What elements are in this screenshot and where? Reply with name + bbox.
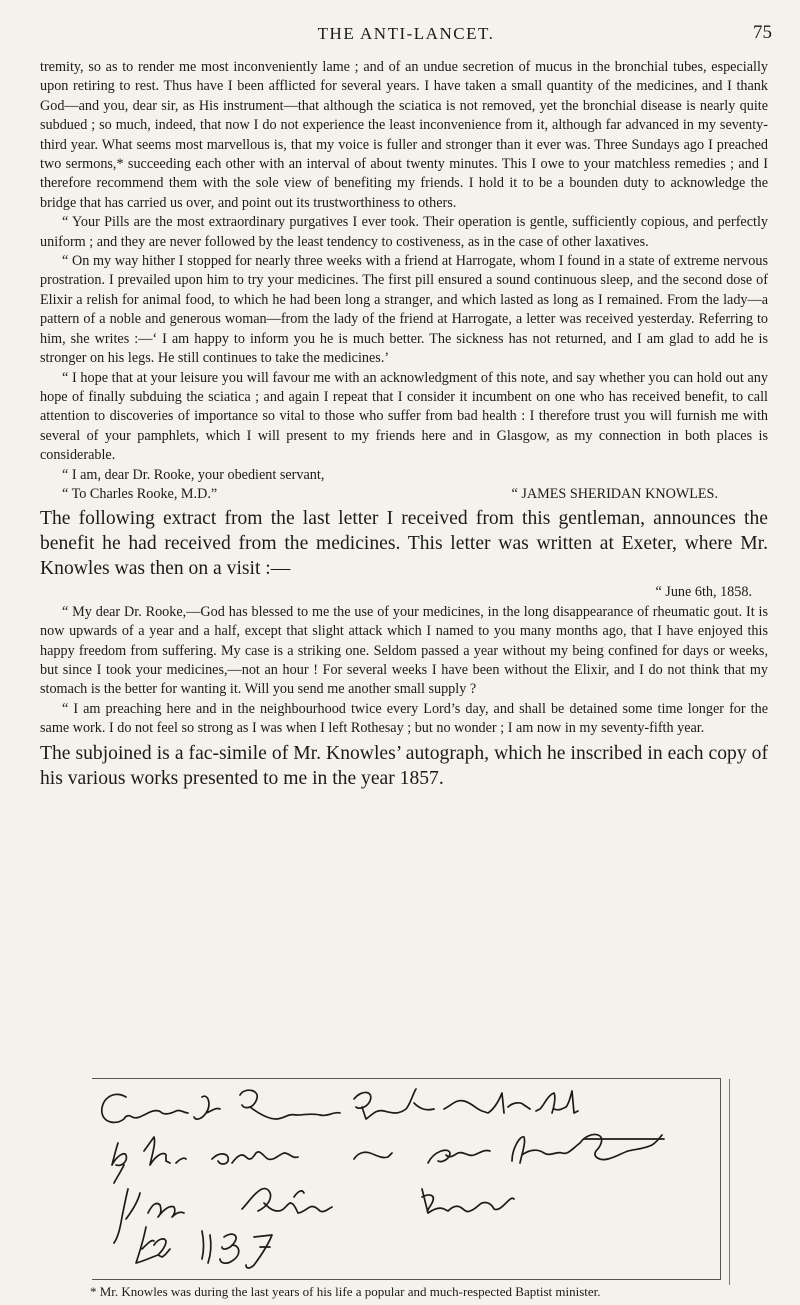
page-number: 75 — [753, 22, 772, 43]
signature-author: “ JAMES SHERIDAN KNOWLES. — [511, 485, 718, 502]
paragraph: “ I am preaching here and in the neighbourhood twice every Lord’s day, and shall be detained some time longer for the same work. I do not feel so strong as I was when I left Rothesay ; but no wonder ; I am now in my seventy-fifth year. — [40, 700, 768, 737]
footnote: * Mr. Knowles was during the last years of his life a popular and much-respected Baptist minister. — [90, 1284, 601, 1299]
signature-recipient: “ To Charles Rooke, M.D.” — [62, 485, 218, 502]
paragraph: “ Your Pills are the most extraordinary purgatives I ever took. Their operation is gentle, sufficiently copious, and perfectly uniform ; and they are never followed by the least tendency to costiveness, as in the case of other laxatives. — [40, 214, 768, 250]
facsimile-intro: The subjoined is a fac-simile of Mr. Knowles’ autograph, which he inscribed in each copy of his various works presented to me in the year 1857. — [40, 742, 768, 789]
closing-line: “ I am, dear Dr. Rooke, your obedient servant, — [62, 466, 325, 483]
signature-line — [40, 485, 768, 504]
intro-second-letter: The following extract from the last letter I received from this gentleman, announces the benefit he had received from the medicines. This letter was written at Exeter, where Mr. Knowles was then on a visit :— — [40, 508, 768, 580]
autograph-facsimile — [92, 1078, 721, 1280]
handwritten-signature — [92, 1079, 720, 1279]
running-head: THE ANTI-LANCET. — [317, 24, 495, 43]
frame-rule — [729, 1079, 730, 1285]
page-header — [40, 22, 772, 52]
body-text — [40, 58, 768, 793]
letter-date: “ June 6th, 1858. — [655, 584, 752, 601]
paragraph: “ My dear Dr. Rooke,—God has blessed to me the use of your medicines, in the long disappearance of rheumatic gout. It is now upwards of a year and a half, except that slight attack which I named to you many months ago, that I have enjoyed this happy freedom from suffering. My case is a striking one. Seldom passed a year without my being confined for days or weeks, but since I took your medicines,—not an hour ! For several weeks I have been without the Elixir, and I do not think that my stomach is the better for wanting it. Will you send me another small supply ? — [40, 603, 768, 698]
paragraph: “ I hope that at your leisure you will favour me with an acknowledgment of this note, and say whether you can hold out any hope of finally subduing the sciatica ; and again I repeat that I consider it incumbent on one who has received benefit, to call attention to discoveries of importance so vital to those who suffer from bad health : I therefore trust you will furnish me with several of your pamphlets, which I will present to my friends here and in Glasgow, as my connection in both places is considerable. — [40, 369, 768, 464]
paragraph: tremity, so as to render me most inconveniently lame ; and of an undue secretion of mucus in the bronchial tubes, especially upon retiring to rest. Thus have I been afflicted for several years. I have taken a small quantity of the medicines, and I thank God—and you, dear sir, as His instrument—that although the sciatica is not removed, yet the bronchial disease is nearly quite subdued ; so much, indeed, that now I do not experience the least inconvenience from it, although far advanced in my seventy-third year. What seems most marvellous is, that my voice is fuller and stronger than it ever was. Three Sundays ago I preached two sermons,* succeeding each other with an interval of about twenty minutes. This I owe to your matchless remedies ; and I therefore recommend them with the sole view of benefiting my friends. I hold it to be a bounden duty to acknowledge the bridge that has carried us over, and point out its trustworthiness to others. — [40, 59, 768, 211]
paragraph: “ On my way hither I stopped for nearly three weeks with a friend at Harrogate, whom I found in a state of extreme nervous prostration. I prevailed upon him to try your medicines. The first pill ensured a sound continuous sleep, and the second dose of Elixir a relish for animal food, to which he had been long a stranger, and which lasted as long as I remained. From the lady—a pattern of a noble and generous woman—from the lady of the friend at Harrogate, a letter was received yesterday. Referring to him, she writes :—‘ I am happy to inform you he is much better. The sickness has not returned, and I am glad to add he is stronger on his legs. He still continues to take the medicines.’ — [40, 253, 768, 367]
